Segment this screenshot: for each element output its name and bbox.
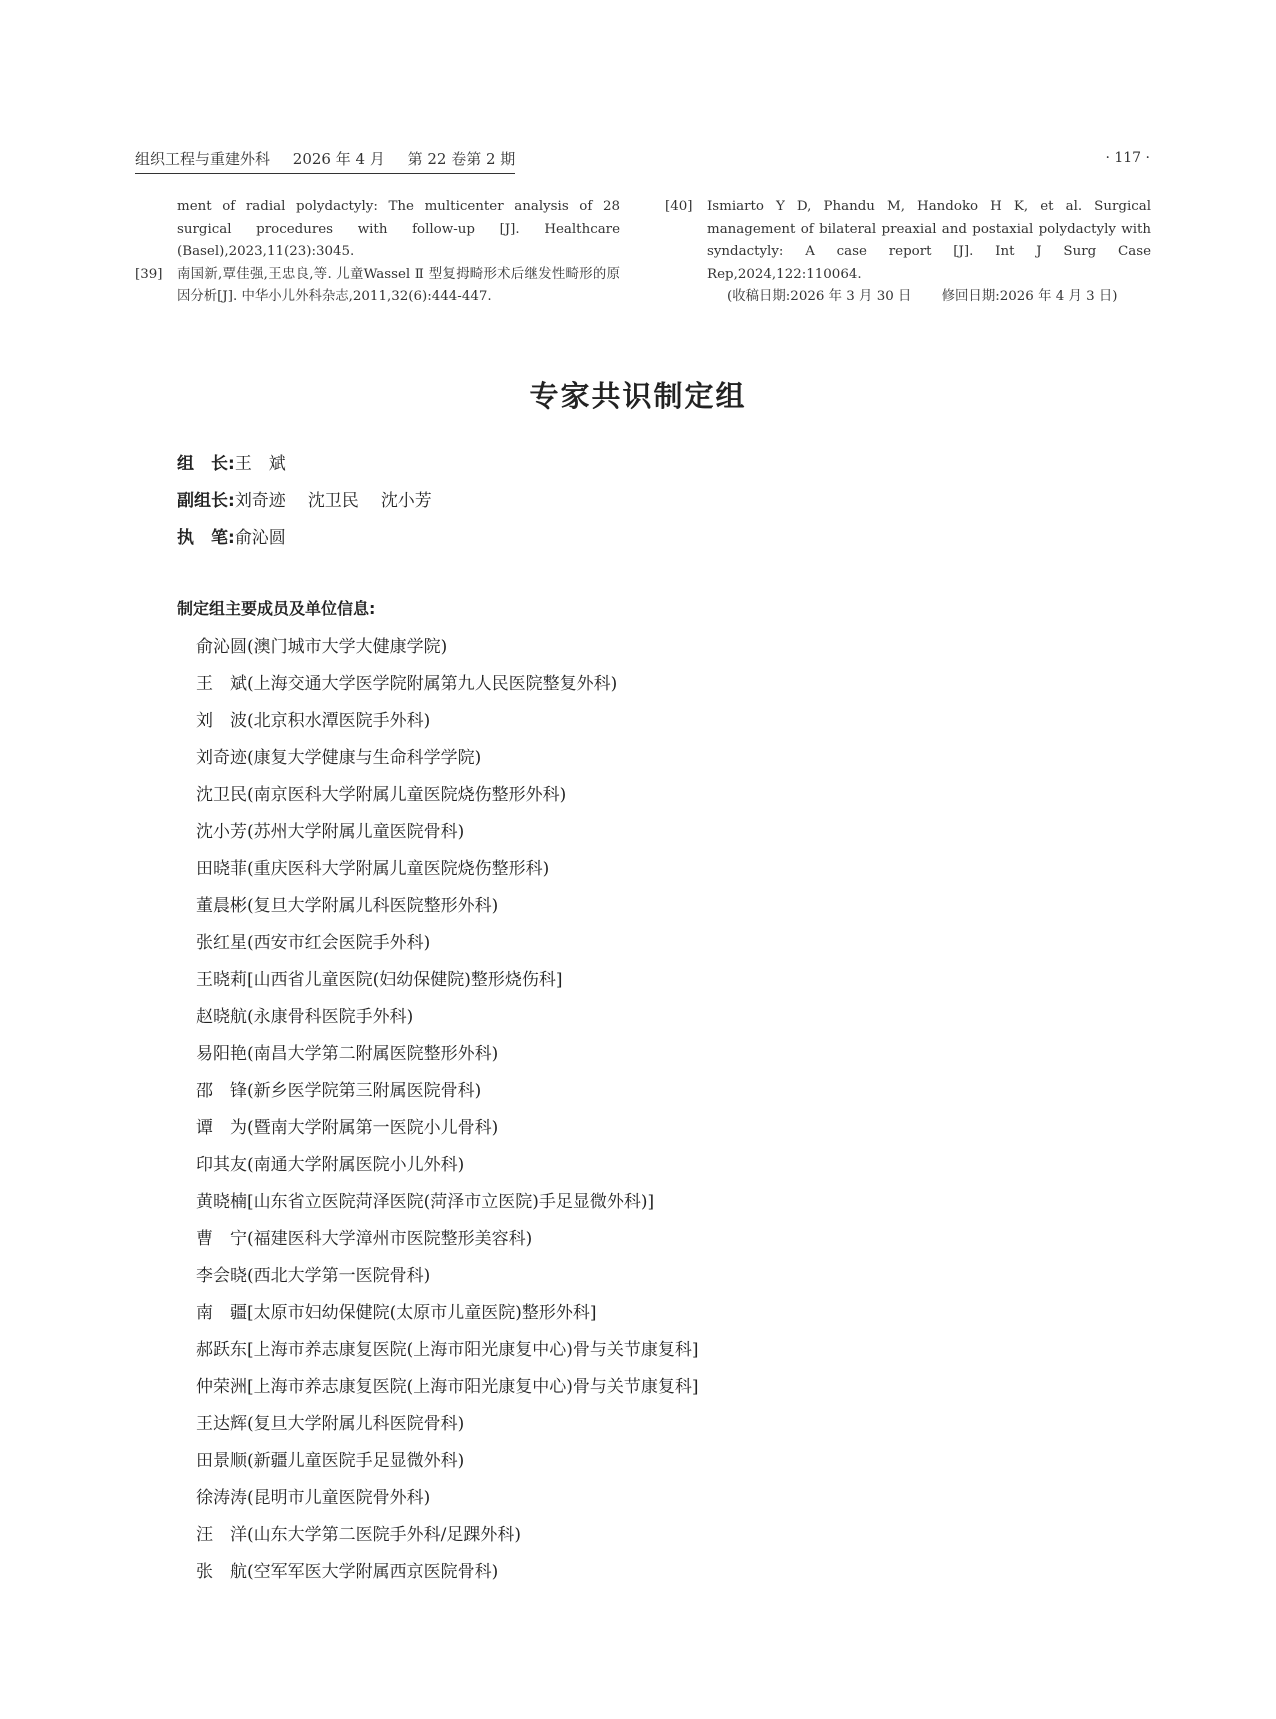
member-item: 易阳艳(南昌大学第二附属医院整形外科) xyxy=(196,1044,499,1064)
member-item: 张 航(空军军医大学附属西京医院骨科) xyxy=(196,1562,499,1582)
section-title: 专家共识制定组 xyxy=(529,379,747,413)
members-list xyxy=(196,629,699,1591)
reference-text: ment of radial polydactyly: The multicenter analysis of 28 surgical procedures with follow-up [J]. Healthcare (Basel),2023,11(23):3045. xyxy=(177,199,620,259)
reference-number: [39] xyxy=(135,266,163,282)
member-item: 王晓莉[山西省儿童医院(妇幼保健院)整形烧伤科] xyxy=(196,970,563,990)
volume-issue: 第 22 卷第 2 期 xyxy=(407,150,516,168)
role-name: 刘奇迹 xyxy=(234,491,286,511)
role-name: 沈小芳 xyxy=(380,491,432,511)
role-label: 副组长: xyxy=(177,491,235,511)
role-name: 沈卫民 xyxy=(307,491,359,511)
role-name: 王 斌 xyxy=(234,454,286,474)
role-label: 组 长: xyxy=(177,454,235,474)
page-number: · 117 · xyxy=(1105,150,1150,166)
member-item: 田景顺(新疆儿童医院手足显微外科) xyxy=(196,1451,465,1471)
references-left-column xyxy=(135,196,620,309)
member-item: 南 疆[太原市妇幼保健院(太原市儿童医院)整形外科] xyxy=(196,1303,597,1323)
leadership-list xyxy=(177,446,454,557)
received-date: (收稿日期:2026 年 3 月 30 日 xyxy=(727,289,912,304)
reference-item xyxy=(135,264,620,309)
issue-date: 2026 年 4 月 xyxy=(292,150,385,168)
member-item: 董晨彬(复旦大学附属儿科医院整形外科) xyxy=(196,896,499,916)
member-item: 王达辉(复旦大学附属儿科医院骨科) xyxy=(196,1414,465,1434)
reference-item xyxy=(135,196,620,264)
member-item: 刘奇迹(康复大学健康与生命科学学院) xyxy=(196,748,482,768)
reference-text: Ismiarto Y D, Phandu M, Handoko H K, et al. Surgical management of bilateral preaxial and postaxial polydactyly with syndactyly: A case report [J]. Int J Surg Case Rep,2024,122:110064. xyxy=(707,199,1151,282)
member-item: 赵晓航(永康骨科医院手外科) xyxy=(196,1007,414,1027)
member-item: 田晓菲(重庆医科大学附属儿童医院烧伤整形科) xyxy=(196,859,550,879)
references-right-column xyxy=(665,196,1151,309)
member-item: 邵 锋(新乡医学院第三附属医院骨科) xyxy=(196,1081,482,1101)
reference-number: [40] xyxy=(665,199,693,214)
member-item: 黄晓楠[山东省立医院菏泽医院(菏泽市立医院)手足显微外科)] xyxy=(196,1192,655,1212)
member-item: 印其友(南通大学附属医院小儿外科) xyxy=(196,1155,465,1175)
member-item: 王 斌(上海交通大学医学院附属第九人民医院整复外科) xyxy=(196,674,618,694)
role-row xyxy=(177,483,454,520)
member-item: 徐涛涛(昆明市儿童医院骨外科) xyxy=(196,1488,431,1508)
member-item: 沈小芳(苏州大学附属儿童医院骨科) xyxy=(196,822,465,842)
member-item: 张红星(西安市红会医院手外科) xyxy=(196,933,431,953)
member-item: 郝跃东[上海市养志康复医院(上海市阳光康复中心)骨与关节康复科] xyxy=(196,1340,699,1360)
revised-date: 修回日期:2026 年 4 月 3 日) xyxy=(941,289,1118,304)
member-item: 俞沁圆(澳门城市大学大健康学院) xyxy=(196,637,448,657)
members-heading: 制定组主要成员及单位信息: xyxy=(177,599,376,618)
member-item: 谭 为(暨南大学附属第一医院小儿骨科) xyxy=(196,1118,499,1138)
member-item: 刘 波(北京积水潭医院手外科) xyxy=(196,711,431,731)
member-item: 汪 洋(山东大学第二医院手外科/足踝外科) xyxy=(196,1525,521,1545)
role-row xyxy=(177,520,454,557)
member-item: 仲荣洲[上海市养志康复医院(上海市阳光康复中心)骨与关节康复科] xyxy=(196,1377,699,1397)
reference-text: 南国新,覃佳强,王忠良,等. 儿童Wassel Ⅱ 型复拇畸形术后继发性畸形的原因分析[J]. 中华小儿外科杂志,2011,32(6):444-447. xyxy=(177,266,620,304)
member-item: 曹 宁(福建医科大学漳州市医院整形美容科) xyxy=(196,1229,533,1249)
role-name: 俞沁圆 xyxy=(234,528,286,548)
member-item: 沈卫民(南京医科大学附属儿童医院烧伤整形外科) xyxy=(196,785,567,805)
received-dates xyxy=(665,286,1151,309)
journal-name: 组织工程与重建外科 xyxy=(135,150,271,168)
member-item: 李会晓(西北大学第一医院骨科) xyxy=(196,1266,431,1286)
role-label: 执 笔: xyxy=(177,528,235,548)
reference-item xyxy=(665,196,1151,286)
role-row xyxy=(177,446,454,483)
running-header xyxy=(135,148,1150,172)
journal-info xyxy=(135,148,515,174)
